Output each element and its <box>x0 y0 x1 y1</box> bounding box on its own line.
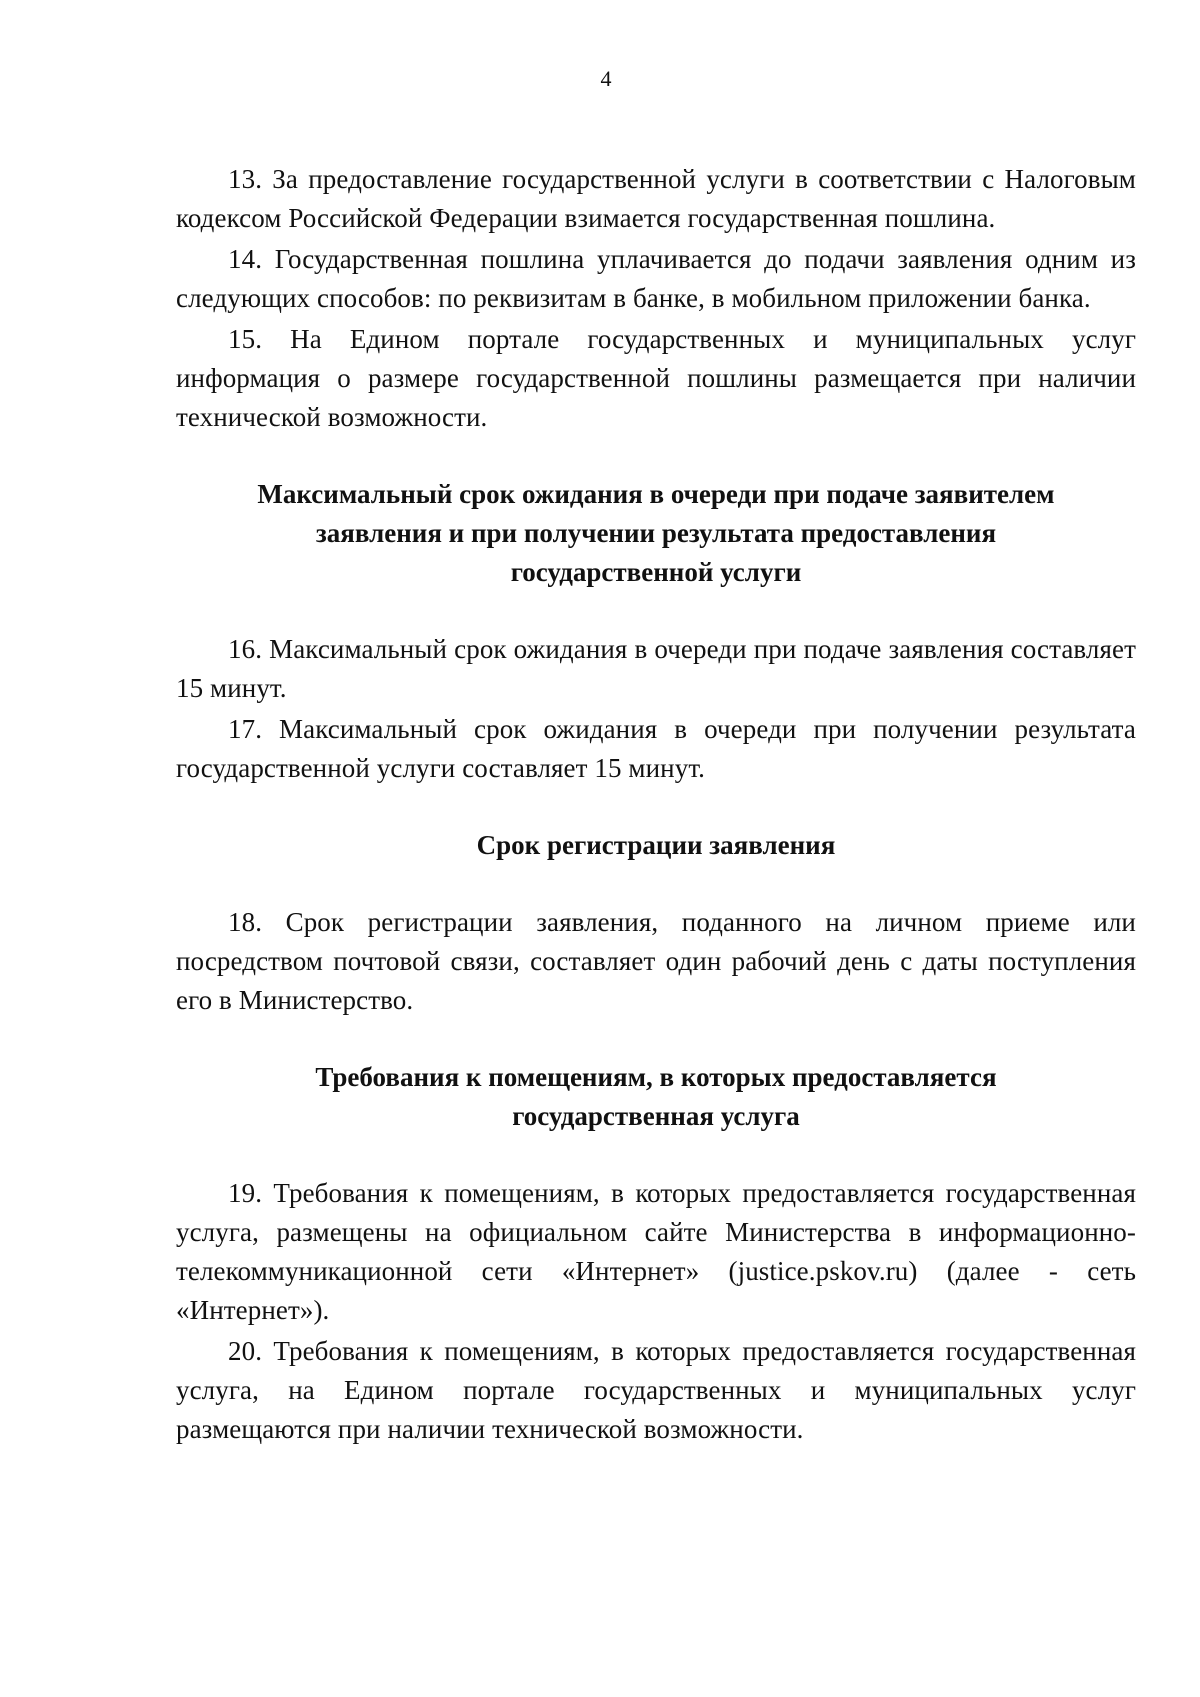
heading-line: Требования к помещениям, в которых предоставляется <box>315 1062 997 1092</box>
paragraph-14: 14. Государственная пошлина уплачивается до подачи заявления одним из следующих способов: по реквизитам в банке, в мобильном приложении банка. <box>176 244 1136 313</box>
page-number: 4 <box>600 66 612 91</box>
section-heading-premises <box>176 1058 1136 1136</box>
heading-line: Максимальный срок ожидания в очереди при подаче заявителем <box>257 479 1055 509</box>
section-premises-requirements <box>176 1058 1136 1449</box>
section-waiting-time <box>176 475 1136 788</box>
heading-line: государственной услуги <box>510 557 802 587</box>
paragraph-20: 20. Требования к помещениям, в которых предоставляется государственная услуга, на Едином портале государственных и муниципальных услуг размещаются при наличии технической возможности. <box>176 1336 1136 1444</box>
section-heading-waiting-time <box>176 475 1136 592</box>
document-body <box>176 160 1136 1449</box>
paragraph-16: 16. Максимальный срок ожидания в очереди при подаче заявления составляет 15 минут. <box>176 634 1136 703</box>
section-registration-term <box>176 826 1136 1020</box>
section-fees <box>176 160 1136 437</box>
section-heading-registration-term <box>176 826 1136 865</box>
paragraph-18: 18. Срок регистрации заявления, поданного на личном приеме или посредством почтовой связи, составляет один рабочий день с даты поступления его в Министерство. <box>176 907 1136 1015</box>
paragraph-13: 13. За предоставление государственной услуги в соответствии с Налоговым кодексом Российской Федерации взимается государственная пошлина. <box>176 164 1136 233</box>
paragraph-17: 17. Максимальный срок ожидания в очереди при получении результата государственной услуги составляет 15 минут. <box>176 714 1136 783</box>
paragraph-15: 15. На Едином портале государственных и муниципальных услуг информация о размере государственной пошлины размещается при наличии технической возможности. <box>176 324 1136 432</box>
heading-line: Срок регистрации заявления <box>476 830 836 860</box>
heading-line: государственная услуга <box>512 1101 800 1131</box>
heading-line: заявления и при получении результата предоставления <box>315 518 997 548</box>
paragraph-19: 19. Требования к помещениям, в которых предоставляется государственная услуга, размещены на официальном сайте Министерства в информационно-телекоммуникационной сети «Интернет» (justice.pskov.ru) (далее - сеть «Интернет»). <box>176 1178 1136 1325</box>
